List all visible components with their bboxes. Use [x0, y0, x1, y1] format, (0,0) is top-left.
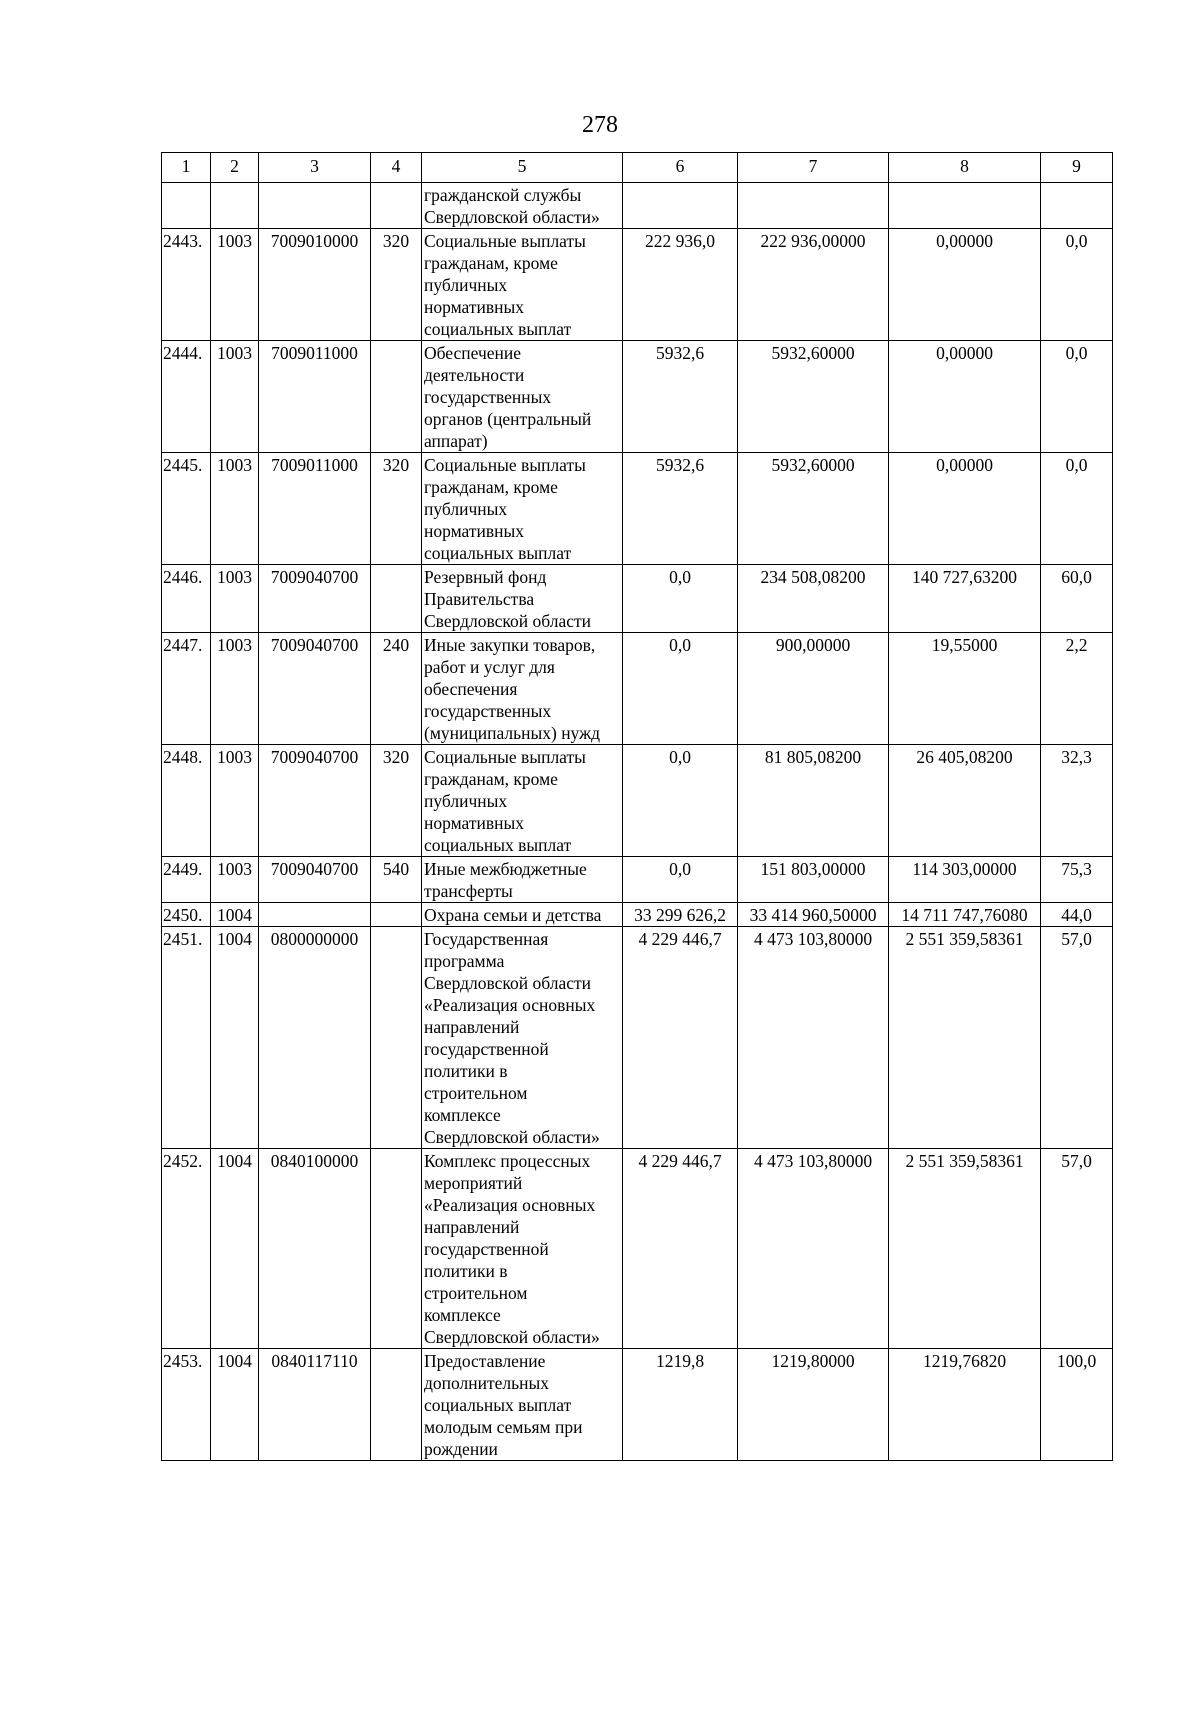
page-number: 278: [582, 112, 618, 138]
section-code-cell: 1003: [211, 341, 259, 453]
row-number-cell: 2450.: [162, 903, 211, 927]
row-number-cell: 2448.: [162, 745, 211, 857]
description-cell: Социальные выплаты гражданам, кроме публичных нормативных социальных выплат: [422, 745, 623, 857]
header-cell: 1: [162, 153, 211, 183]
percent-cell: 75,3: [1041, 857, 1113, 903]
row-number-cell: 2443.: [162, 229, 211, 341]
row-number-cell: 2447.: [162, 633, 211, 745]
expense-type-cell: 320: [371, 745, 422, 857]
row-number-cell: 2449.: [162, 857, 211, 903]
target-code-cell: [259, 903, 371, 927]
expense-type-cell: [371, 1349, 422, 1461]
planned-amount-cell: [738, 183, 889, 229]
section-code-cell: 1003: [211, 745, 259, 857]
target-code-cell: 7009040700: [259, 565, 371, 633]
planned-amount-cell: 1219,80000: [738, 1349, 889, 1461]
expense-type-cell: [371, 903, 422, 927]
description-cell: Комплекс процессных мероприятий «Реализация основных направлений государственной политики в строительном комплексе Свердловской области»: [422, 1149, 623, 1349]
section-code-cell: 1003: [211, 565, 259, 633]
approved-amount-cell: 5932,6: [623, 341, 738, 453]
section-code-cell: 1004: [211, 927, 259, 1149]
description-cell: Иные межбюджетные трансферты: [422, 857, 623, 903]
description-cell: Иные закупки товаров, работ и услуг для обеспечения государственных (муниципальных) нужд: [422, 633, 623, 745]
planned-amount-cell: 81 805,08200: [738, 745, 889, 857]
description-cell: Предоставление дополнительных социальных выплат молодым семьям при рождении: [422, 1349, 623, 1461]
target-code-cell: 7009010000: [259, 229, 371, 341]
table-row: [162, 565, 1113, 633]
description-cell: Обеспечение деятельности государственных органов (центральный аппарат): [422, 341, 623, 453]
approved-amount-cell: 1219,8: [623, 1349, 738, 1461]
approved-amount-cell: 33 299 626,2: [623, 903, 738, 927]
row-number-cell: 2453.: [162, 1349, 211, 1461]
approved-amount-cell: 0,0: [623, 857, 738, 903]
percent-cell: 0,0: [1041, 229, 1113, 341]
percent-cell: 44,0: [1041, 903, 1113, 927]
section-code-cell: 1004: [211, 1349, 259, 1461]
target-code-cell: 7009040700: [259, 745, 371, 857]
planned-amount-cell: 900,00000: [738, 633, 889, 745]
description-cell: Социальные выплаты гражданам, кроме публичных нормативных социальных выплат: [422, 229, 623, 341]
expense-type-cell: 320: [371, 453, 422, 565]
executed-amount-cell: 0,00000: [889, 453, 1041, 565]
planned-amount-cell: 33 414 960,50000: [738, 903, 889, 927]
expense-type-cell: [371, 927, 422, 1149]
approved-amount-cell: 222 936,0: [623, 229, 738, 341]
description-cell: Резервный фонд Правительства Свердловской области: [422, 565, 623, 633]
table-row: [162, 229, 1113, 341]
percent-cell: 32,3: [1041, 745, 1113, 857]
expense-type-cell: 320: [371, 229, 422, 341]
section-code-cell: 1003: [211, 229, 259, 341]
executed-amount-cell: 2 551 359,58361: [889, 927, 1041, 1149]
header-cell: 3: [259, 153, 371, 183]
row-number-cell: 2451.: [162, 927, 211, 1149]
executed-amount-cell: [889, 183, 1041, 229]
expense-type-cell: [371, 183, 422, 229]
table-row: [162, 341, 1113, 453]
header-cell: 2: [211, 153, 259, 183]
section-code-cell: 1004: [211, 903, 259, 927]
section-code-cell: [211, 183, 259, 229]
row-number-cell: 2444.: [162, 341, 211, 453]
planned-amount-cell: 222 936,00000: [738, 229, 889, 341]
section-code-cell: 1003: [211, 857, 259, 903]
percent-cell: 60,0: [1041, 565, 1113, 633]
executed-amount-cell: 0,00000: [889, 229, 1041, 341]
row-number-cell: 2445.: [162, 453, 211, 565]
planned-amount-cell: 4 473 103,80000: [738, 927, 889, 1149]
expense-type-cell: 240: [371, 633, 422, 745]
table-row: [162, 1349, 1113, 1461]
percent-cell: 100,0: [1041, 1349, 1113, 1461]
executed-amount-cell: 140 727,63200: [889, 565, 1041, 633]
executed-amount-cell: 0,00000: [889, 341, 1041, 453]
target-code-cell: 7009040700: [259, 633, 371, 745]
table-row: [162, 857, 1113, 903]
description-cell: гражданской службы Свердловской области»: [422, 183, 623, 229]
executed-amount-cell: 19,55000: [889, 633, 1041, 745]
executed-amount-cell: 26 405,08200: [889, 745, 1041, 857]
target-code-cell: [259, 183, 371, 229]
target-code-cell: 0840100000: [259, 1149, 371, 1349]
planned-amount-cell: 5932,60000: [738, 341, 889, 453]
approved-amount-cell: 0,0: [623, 745, 738, 857]
executed-amount-cell: 2 551 359,58361: [889, 1149, 1041, 1349]
approved-amount-cell: 5932,6: [623, 453, 738, 565]
target-code-cell: 7009011000: [259, 453, 371, 565]
table-row: [162, 745, 1113, 857]
percent-cell: 2,2: [1041, 633, 1113, 745]
expense-type-cell: 540: [371, 857, 422, 903]
table-row: [162, 903, 1113, 927]
percent-cell: 0,0: [1041, 341, 1113, 453]
percent-cell: 0,0: [1041, 453, 1113, 565]
expense-type-cell: [371, 341, 422, 453]
header-cell: 8: [889, 153, 1041, 183]
header-cell: 7: [738, 153, 889, 183]
section-code-cell: 1004: [211, 1149, 259, 1349]
budget-table: [161, 152, 1113, 1461]
approved-amount-cell: 0,0: [623, 633, 738, 745]
approved-amount-cell: 4 229 446,7: [623, 927, 738, 1149]
expense-type-cell: [371, 565, 422, 633]
executed-amount-cell: 14 711 747,76080: [889, 903, 1041, 927]
percent-cell: 57,0: [1041, 1149, 1113, 1349]
target-code-cell: 0840117110: [259, 1349, 371, 1461]
table-row: [162, 1149, 1113, 1349]
expense-type-cell: [371, 1149, 422, 1349]
description-cell: Государственная программа Свердловской области «Реализация основных направлений государственной политики в строительном комплексе Свердловской области»: [422, 927, 623, 1149]
header-cell: 4: [371, 153, 422, 183]
table-row: [162, 453, 1113, 565]
planned-amount-cell: 234 508,08200: [738, 565, 889, 633]
percent-cell: 57,0: [1041, 927, 1113, 1149]
section-code-cell: 1003: [211, 453, 259, 565]
section-code-cell: 1003: [211, 633, 259, 745]
header-row: [162, 153, 1113, 183]
percent-cell: [1041, 183, 1113, 229]
approved-amount-cell: [623, 183, 738, 229]
row-number-cell: [162, 183, 211, 229]
header-cell: 6: [623, 153, 738, 183]
description-cell: Социальные выплаты гражданам, кроме публичных нормативных социальных выплат: [422, 453, 623, 565]
header-cell: 5: [422, 153, 623, 183]
executed-amount-cell: 1219,76820: [889, 1349, 1041, 1461]
planned-amount-cell: 151 803,00000: [738, 857, 889, 903]
header-cell: 9: [1041, 153, 1113, 183]
planned-amount-cell: 4 473 103,80000: [738, 1149, 889, 1349]
approved-amount-cell: 0,0: [623, 565, 738, 633]
table-row: [162, 927, 1113, 1149]
row-number-cell: 2446.: [162, 565, 211, 633]
table-row: [162, 633, 1113, 745]
planned-amount-cell: 5932,60000: [738, 453, 889, 565]
target-code-cell: 0800000000: [259, 927, 371, 1149]
executed-amount-cell: 114 303,00000: [889, 857, 1041, 903]
table-row: [162, 183, 1113, 229]
target-code-cell: 7009040700: [259, 857, 371, 903]
row-number-cell: 2452.: [162, 1149, 211, 1349]
approved-amount-cell: 4 229 446,7: [623, 1149, 738, 1349]
target-code-cell: 7009011000: [259, 341, 371, 453]
description-cell: Охрана семьи и детства: [422, 903, 623, 927]
